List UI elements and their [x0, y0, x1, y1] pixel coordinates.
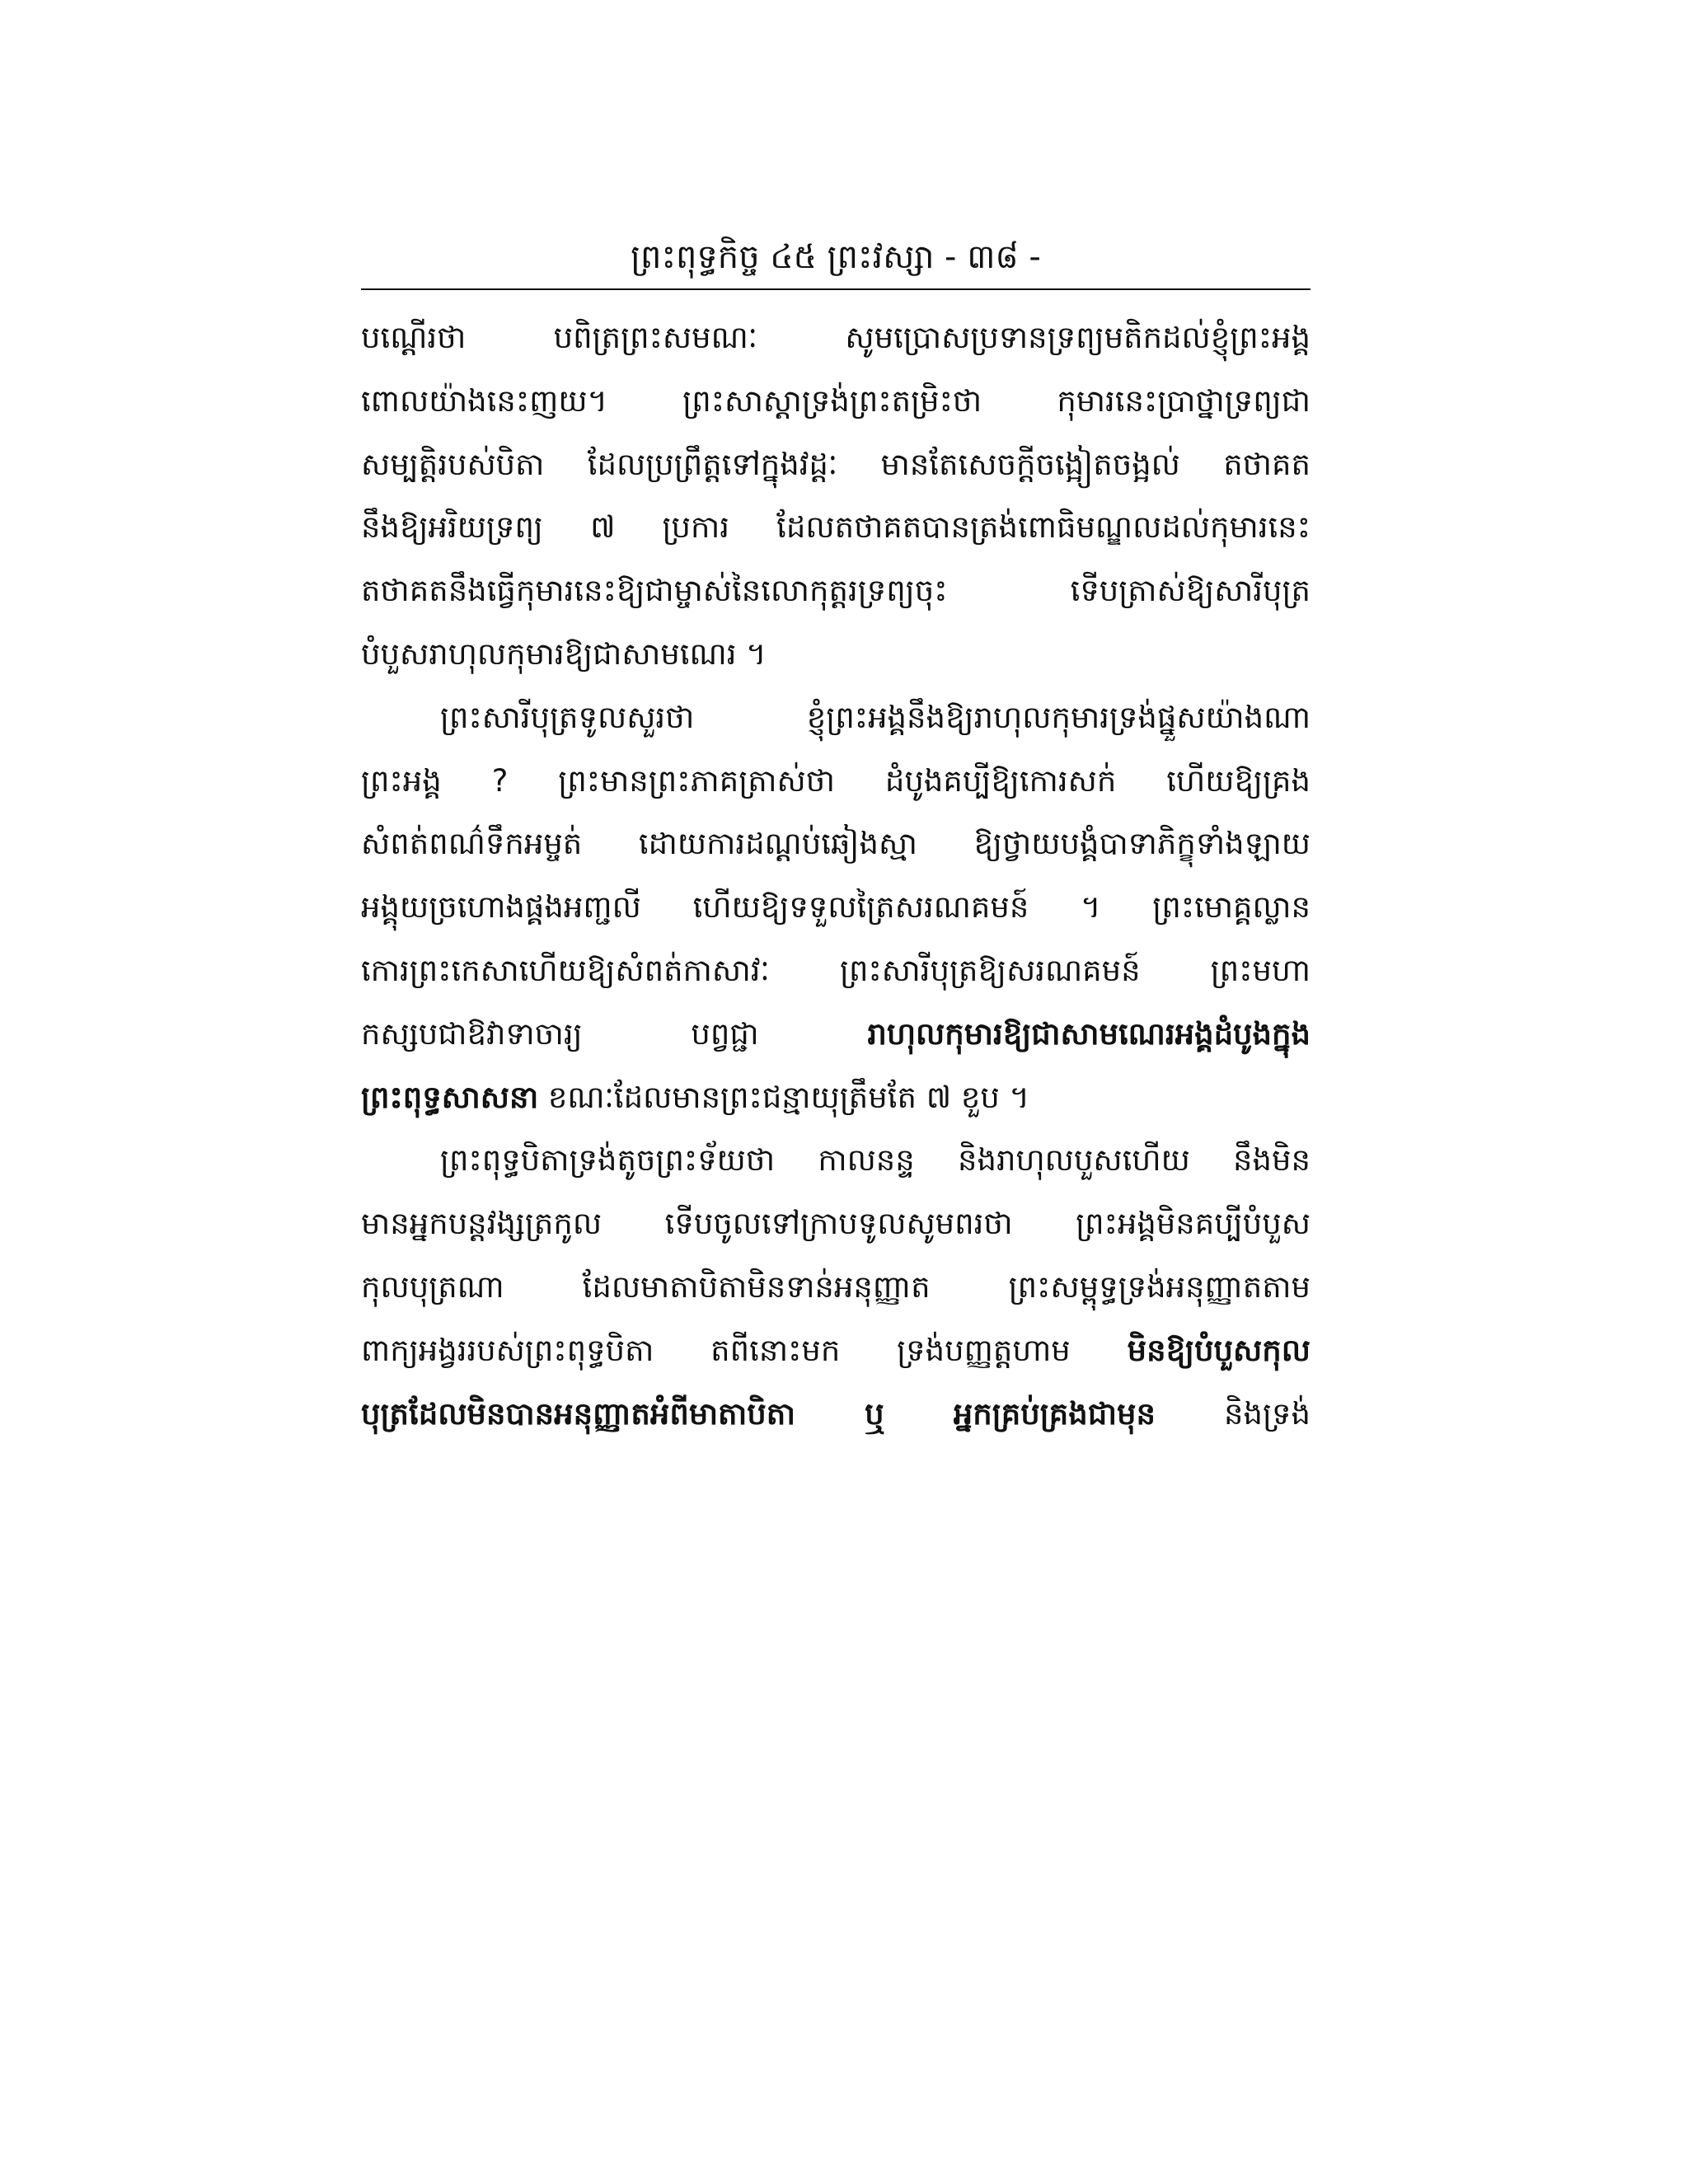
- text-span: ពាក្យអង្វររបស់ព្រះពុទ្ធបិតា តពីនោះមក ទ្រង់បញ្ញត្តហាម: [361, 1332, 1128, 1368]
- paragraph-2: [361, 687, 1311, 1130]
- page-header: ព្រះពុទ្ធកិច្ច ៤៥ ព្រះវស្សា - ៣៨ -: [631, 238, 1041, 276]
- paragraph-3: [361, 1129, 1311, 1446]
- text-line: [361, 434, 1311, 497]
- bold-text-span: មិនឱ្យបំបួសកុល: [1127, 1332, 1311, 1368]
- text-span: អង្គុយច្រហោងផ្គងអញ្ជលី ហើយឱ្យទទួលត្រៃសរណគមន៍ ។ ព្រះមោគ្គល្លាន: [361, 889, 1311, 926]
- text-line: [361, 1256, 1311, 1319]
- text-span: កុលបុត្រណា ដែលមាតាបិតាមិនទាន់អនុញ្ញាត ព្រះសម្ពុទ្ធទ្រង់អនុញ្ញាតតាម: [361, 1268, 1311, 1305]
- text-span: តថាគតនឹងធ្វើកុមារនេះឱ្យជាម្ចាស់នៃលោកុត្តរទ្រព្យចុះ ទើបត្រាស់ឱ្យសារីបុត្រ: [361, 573, 1311, 609]
- bold-text-span: រាហុលកុមារឱ្យជាសាមណេរអង្គដំបូងក្នុង: [867, 1015, 1311, 1052]
- text-line: [361, 876, 1311, 940]
- text-line: [361, 560, 1311, 623]
- text-line: [361, 1383, 1311, 1446]
- text-span: មានអ្នកបន្តវង្សត្រកូល ទើបចូលទៅក្រាបទូលសូមពរថា ព្រះអង្គមិនគប្បីបំបួស: [361, 1206, 1311, 1242]
- text-line: [361, 370, 1311, 434]
- text-line: [361, 813, 1311, 876]
- text-line: [361, 496, 1311, 560]
- text-line: [361, 1319, 1311, 1383]
- text-line: [361, 1193, 1311, 1256]
- text-span: បណ្ដើរថា បពិត្រព្រះសមណៈ សូមប្រោសប្រទានទ្រព្យមតិកដល់ខ្ញុំព្រះអង្គ: [361, 320, 1311, 355]
- text-span: កោរព្រះកេសាហើយឱ្យសំពត់កាសាវៈ ព្រះសារីបុត្រឱ្យសរណគមន៍ ព្រះមហា: [361, 952, 1311, 988]
- text-line: [361, 623, 1311, 687]
- text-span: ព្រះពុទ្ធបិតាទ្រង់តូចព្រះទ័យថា កាលនន្ទ និងរាហុលបួសហើយ នឹងមិន: [440, 1142, 1311, 1179]
- text-line: [361, 687, 1311, 750]
- text-span: ព្រះសារីបុត្រទូលសួរថា ខ្ញុំព្រះអង្គនឹងឱ្យរាហុលកុមារទ្រង់ផ្នួសយ៉ាងណា: [440, 699, 1311, 735]
- text-span: នឹងឱ្យអរិយទ្រព្យ ៧ ប្រការ ដែលតថាគតបានត្រង់ពោធិមណ្ឌលដល់កុមារនេះ: [361, 509, 1311, 546]
- header-divider: [361, 288, 1311, 290]
- text-span: ខណៈដែលមានព្រះជន្មាយុត្រឹមតែ ៧ ខួប ។: [538, 1079, 1029, 1115]
- text-span: បំបួសរាហុលកុមារឱ្យជាសាមណេរ ។: [361, 635, 767, 672]
- text-line: [361, 750, 1311, 813]
- text-line: [361, 940, 1311, 1003]
- text-line: [361, 1003, 1311, 1066]
- bold-text-span: ព្រះពុទ្ធសាសនា: [361, 1079, 539, 1115]
- text-span: ពោលយ៉ាងនេះញយ។ ព្រះសាស្ដាទ្រង់ព្រះតម្រិះថា កុមារនេះប្រាថ្នាទ្រព្យជា: [361, 382, 1311, 419]
- body-text: [361, 307, 1311, 1446]
- paragraph-1: [361, 307, 1311, 687]
- text-span: និងទ្រង់: [1155, 1395, 1311, 1432]
- text-span: ព្រះអង្គ ? ព្រះមានព្រះភាគត្រាស់ថា ដំបូងគប្បីឱ្យកោរសក់ ហើយឱ្យគ្រង: [361, 762, 1311, 799]
- text-line: [361, 1066, 1311, 1130]
- bold-text-span: បុត្រដែលមិនបានអនុញ្ញាតអំពីមាតាបិតា ឬ អ្នកគ្រប់គ្រងជាមុន: [361, 1395, 1156, 1432]
- text-line: [361, 307, 1311, 370]
- text-span: សំពត់ពណ៌ទឹកអម្ចត់ ដោយការដណ្ដប់ឆៀងស្មា ឱ្យថ្វាយបង្គំបាទាភិក្ខុទាំងឡាយ: [361, 826, 1311, 862]
- text-line: [361, 1129, 1311, 1193]
- text-span: កស្សបជាឱវាទាចារ្យ បព្វជ្ជា: [361, 1015, 868, 1052]
- text-span: សម្បត្តិរបស់បិតា ដែលប្រព្រឹត្តទៅក្នុងវដ្ដៈ មានតែសេចក្ដីចង្អៀតចង្អល់ តថាគត: [361, 446, 1311, 482]
